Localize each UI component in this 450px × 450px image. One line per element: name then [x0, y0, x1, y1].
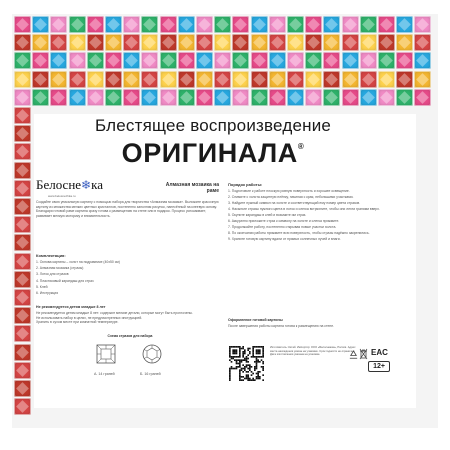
procedure-step: 2. Снимите с холста защитную плёнку, начиная с края, небольшими участками. — [228, 194, 354, 199]
procedure-step: 9. Храните готовую картину вдали от прямых солнечных лучей и влаги. — [228, 236, 341, 241]
crystal-tile — [360, 52, 377, 69]
crystal-tile — [378, 16, 395, 33]
brand-website: www.belosnezhka.ru — [48, 194, 76, 198]
crystal-tile — [251, 34, 268, 51]
crystal-tile — [378, 71, 395, 88]
crystal-tile — [69, 89, 86, 106]
headline-line2 — [38, 138, 388, 169]
crystal-tile — [214, 52, 231, 69]
procedure-list — [228, 189, 404, 241]
crystal-tile — [14, 180, 31, 197]
crystal-tile — [69, 71, 86, 88]
crystal-tile — [14, 362, 31, 379]
crystal-tile — [141, 89, 158, 106]
crystal-tile — [414, 71, 431, 88]
crystal-tile — [305, 89, 322, 106]
crystal-tile — [305, 16, 322, 33]
crystal-tile — [141, 34, 158, 51]
crystal-tile — [305, 34, 322, 51]
crystal-tile — [14, 325, 31, 342]
stone-schema — [80, 334, 180, 394]
crystal-tile — [123, 52, 140, 69]
crystal-tile — [196, 34, 213, 51]
product-tagline: Алмазная мозаика на раме — [165, 182, 219, 194]
crystal-tile — [69, 16, 86, 33]
crystal-tile — [196, 16, 213, 33]
crystal-tile — [360, 89, 377, 106]
crystal-tile — [414, 89, 431, 106]
age-badge: 12+ — [368, 361, 390, 372]
crystal-tile — [214, 71, 231, 88]
crystal-tile — [14, 52, 31, 69]
kit-item: 5. Клей — [36, 284, 48, 289]
brand-name-part2: ка — [91, 177, 103, 192]
crystal-tile — [269, 52, 286, 69]
brand-name-part1: Белосне — [36, 177, 82, 192]
kit-list — [36, 260, 156, 296]
crystal-tile — [232, 34, 249, 51]
eac-mark: EAC — [371, 348, 388, 357]
crystal-tile — [214, 89, 231, 106]
recycle-icon — [348, 350, 359, 361]
framing-section — [228, 318, 404, 328]
crystal-tile — [14, 89, 31, 106]
crystal-tile — [342, 34, 359, 51]
crystal-tile — [14, 216, 31, 233]
crystal-tile — [232, 52, 249, 69]
crystal-tile — [14, 234, 31, 251]
crystal-tile — [32, 52, 49, 69]
crystal-tile — [141, 52, 158, 69]
crystal-tile — [323, 71, 340, 88]
kit-item: 6. Инструкция — [36, 290, 59, 295]
crystal-tile — [14, 344, 31, 361]
crystal-tile — [214, 16, 231, 33]
procedure-step: 4. Насыпьте стразы нужного цвета в лоток и слегка встряхните, чтобы они легли гранями вверх. — [228, 206, 380, 211]
procedure-step: 1. Подготовьте к работе плоскую ровную поверхность и хорошее освещение. — [228, 189, 350, 193]
crystal-tile — [323, 52, 340, 69]
registered-mark: ® — [297, 142, 305, 151]
procedure-heading: Порядок работы: — [228, 182, 263, 187]
crystal-tile — [14, 307, 31, 324]
crystal-tile — [342, 89, 359, 106]
crystal-tile — [232, 16, 249, 33]
kit-contents — [36, 253, 156, 297]
crystal-tile — [123, 16, 140, 33]
kit-item: 2. Алмазная мозаика (стразы) — [36, 266, 84, 271]
framing-heading: Оформление готовой картины — [228, 318, 283, 322]
crystal-tile — [178, 34, 195, 51]
crystal-tile — [87, 16, 104, 33]
crystal-tile — [378, 34, 395, 51]
crystal-tile — [178, 71, 195, 88]
crystal-tile — [14, 16, 31, 33]
crystal-tile — [360, 16, 377, 33]
crystal-tile — [14, 398, 31, 415]
crystal-tile — [50, 52, 67, 69]
crystal-tile — [160, 71, 177, 88]
crystal-tile — [105, 16, 122, 33]
crystal-tile — [32, 89, 49, 106]
schema-title: Схема стразов для набора — [107, 334, 153, 338]
framing-text: После завершения работы картина готова к размещению на стене. — [228, 323, 335, 328]
procedure-step: 5. Окуните карандаш в клей и возьмите им страз. — [228, 212, 307, 217]
crystal-tile — [414, 34, 431, 51]
crystal-tile — [69, 34, 86, 51]
crystal-tile — [287, 89, 304, 106]
crystal-tile — [123, 71, 140, 88]
kit-item: 1. Основа картины – холст на подрамнике (40x50 см) — [36, 260, 120, 264]
warning-line: Не рекомендуется детям младше 8 лет: содержит мелкие детали, которые могут быть проглочены. — [36, 311, 193, 315]
crystal-tile — [87, 52, 104, 69]
crystal-tile — [14, 253, 31, 270]
crystal-tile — [342, 52, 359, 69]
crystal-tile — [287, 16, 304, 33]
procedure-section — [228, 182, 404, 243]
crystal-tile — [305, 52, 322, 69]
procedure-step: 6. Аккуратно приложите страз к символу на холсте и слегка прижмите. — [228, 218, 340, 223]
crystal-tile — [14, 143, 31, 160]
procedure-step: 7. Продолжайте работу, постепенно открывая новые участки холста. — [228, 224, 337, 229]
crystal-tile — [14, 198, 31, 215]
crystal-tile — [14, 380, 31, 397]
warning-heading: Не рекомендуется детям младше 8 лет — [36, 305, 106, 309]
crystal-tile — [342, 71, 359, 88]
crystal-tile — [105, 34, 122, 51]
crystal-tile — [323, 34, 340, 51]
crystal-tile — [378, 52, 395, 69]
crystal-tile — [123, 89, 140, 106]
crystal-tile — [232, 71, 249, 88]
headline-word: ОРИГИНАЛА — [121, 138, 298, 168]
crystal-tile — [269, 34, 286, 51]
crystal-tile — [396, 34, 413, 51]
kit-heading: Комплектация: — [36, 253, 66, 258]
crystal-tile — [178, 89, 195, 106]
safety-warning — [36, 305, 219, 325]
crystal-tile — [287, 52, 304, 69]
crystal-tile — [378, 89, 395, 106]
procedure-step: 3. Найдите нужный символ на холсте и соответствующий ему номер цвета стразов. — [228, 200, 361, 205]
crystal-tile — [32, 16, 49, 33]
kit-item: 4. Пластиковый карандаш для страз — [36, 278, 94, 283]
crystal-tile — [14, 34, 31, 51]
crystal-tile — [396, 89, 413, 106]
crystal-tile — [251, 52, 268, 69]
crystal-tile — [123, 34, 140, 51]
round-stone-icon — [142, 344, 162, 364]
crystal-tile — [251, 71, 268, 88]
crystal-tile — [141, 16, 158, 33]
crystal-tile — [269, 89, 286, 106]
crystal-tile — [269, 16, 286, 33]
brand-logo — [36, 177, 103, 193]
crystal-tile — [105, 71, 122, 88]
crystal-tile — [178, 16, 195, 33]
procedure-step: 8. По окончании работы прижмите всю поверхность, чтобы стразы надёжно закрепились. — [228, 230, 370, 235]
crystal-tile — [323, 16, 340, 33]
crossed-bin-icon — [359, 348, 368, 360]
warning-line: Хранить в сухом месте при комнатной температуре. — [36, 320, 119, 325]
crystal-tile — [196, 89, 213, 106]
crystal-tile — [414, 52, 431, 69]
crystal-tile — [105, 52, 122, 69]
crystal-tile — [323, 89, 340, 106]
crystal-tile — [232, 89, 249, 106]
crystal-tile — [14, 71, 31, 88]
crystal-tile — [160, 52, 177, 69]
crystal-tile — [14, 271, 31, 288]
crystal-tile — [396, 16, 413, 33]
crystal-tile — [160, 16, 177, 33]
crystal-tile — [287, 71, 304, 88]
crystal-tile — [50, 16, 67, 33]
crystal-tile — [251, 16, 268, 33]
crystal-tile — [87, 71, 104, 88]
warning-line: Не использовать набор в целях, не предусмотренных инструкцией. — [36, 315, 143, 320]
crystal-tile — [251, 89, 268, 106]
crystal-tile — [269, 71, 286, 88]
crystal-tile — [360, 71, 377, 88]
snowflake-icon: ❄ — [81, 178, 92, 192]
crystal-tile — [87, 89, 104, 106]
kit-item: 3. Лоток для стразов — [36, 272, 69, 277]
crystal-tile — [196, 52, 213, 69]
crystal-tile — [287, 34, 304, 51]
crystal-tile — [50, 71, 67, 88]
crystal-tile — [50, 89, 67, 106]
stone-label-b: Б. 16 граней — [140, 372, 161, 376]
crystal-tile — [32, 34, 49, 51]
crystal-tile — [105, 89, 122, 106]
crystal-tile — [396, 52, 413, 69]
square-stone-icon — [96, 344, 116, 364]
stone-label-a: А. 14 граней — [94, 372, 115, 376]
crystal-tile — [69, 52, 86, 69]
crystal-tile — [414, 16, 431, 33]
qr-code — [229, 346, 264, 381]
crystal-tile — [50, 34, 67, 51]
crystal-tile — [14, 107, 31, 124]
crystal-tile — [14, 125, 31, 142]
crystal-tile — [32, 71, 49, 88]
manufacturer-info: Изготовитель: Китай. Импортёр: ООО «Белоснежка», Россия. Адрес места нахождения указан на упаковке. Срок годности не ограничен. Дата изготовления указана на упаковке. — [270, 346, 356, 357]
crystal-tile — [214, 34, 231, 51]
crystal-tile — [141, 71, 158, 88]
crystal-tile — [396, 71, 413, 88]
crystal-tile — [178, 52, 195, 69]
crystal-tile — [87, 34, 104, 51]
headline-line1: Блестящее воспроизведение — [94, 116, 332, 135]
intro-text: Создайте свою уникальную картину с помощью набора для творчества «Алмазная мозаика». Выложите красочную картину из множества мелких цветных кристаллов, постепенно заполняя рисунок, нанесённый на клеевую основу. Благодаря готовой раме картина сразу готова к размещению на стене или в подарок. Процесс успокаивает, развивает мелкую моторику и внимательность. — [36, 200, 219, 218]
crystal-tile — [360, 34, 377, 51]
crystal-tile — [342, 16, 359, 33]
crystal-tile — [160, 89, 177, 106]
crystal-tile — [160, 34, 177, 51]
crystal-tile — [196, 71, 213, 88]
crystal-tile — [14, 162, 31, 179]
crystal-tile — [305, 71, 322, 88]
crystal-tile — [14, 289, 31, 306]
